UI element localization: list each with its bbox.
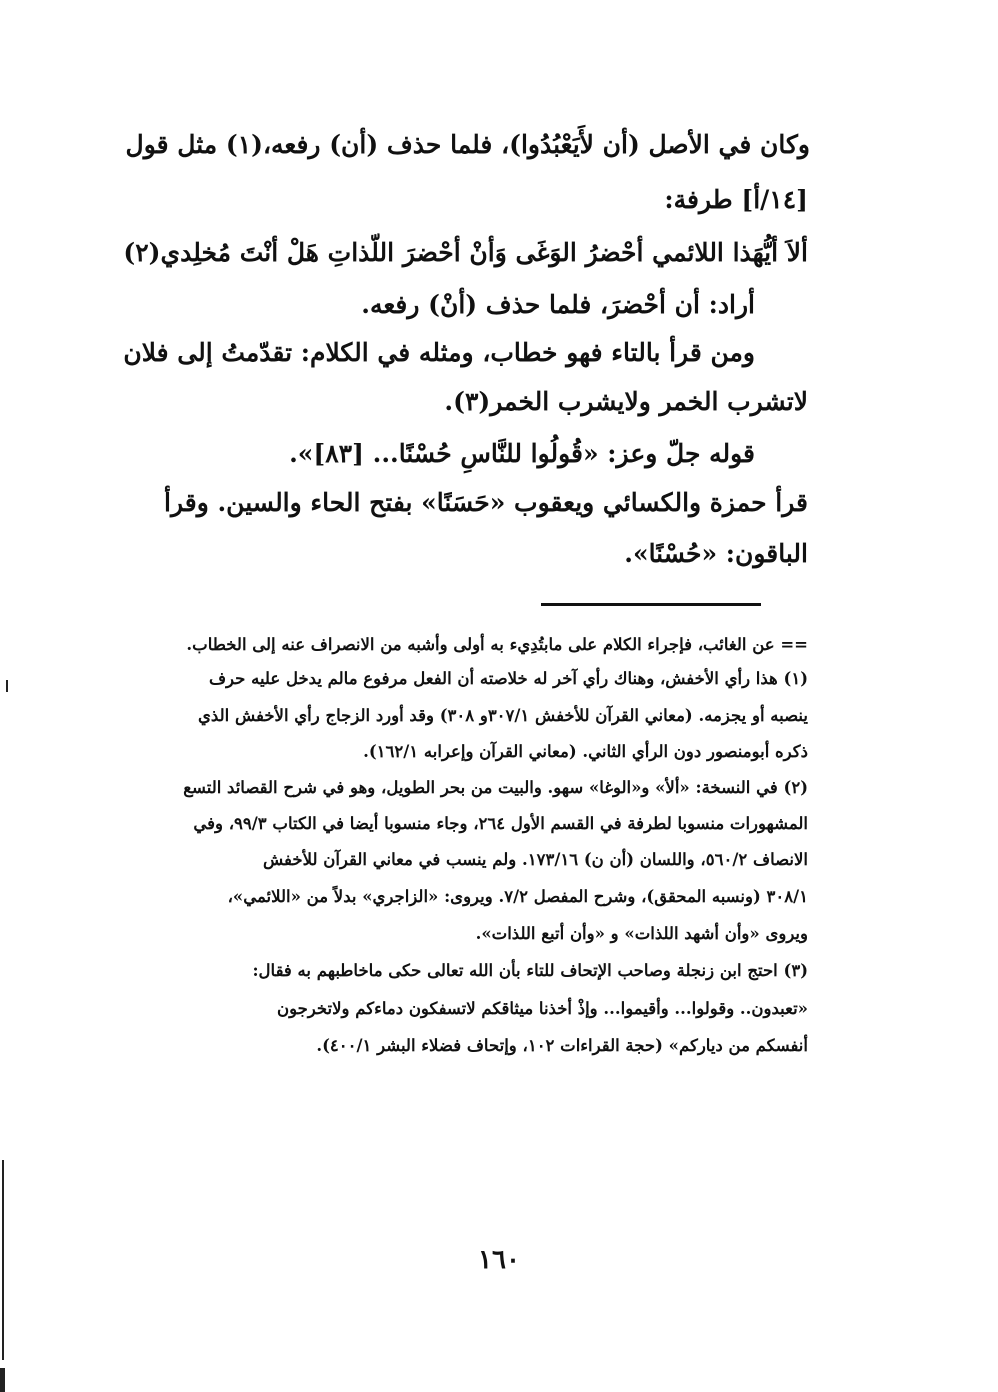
footnote-separator (541, 603, 761, 606)
footnote-line-6: المشهورات منسوبا لطرفة في القسم الأول ٢٦٤، وجاء منسوبا أيضا في الكتاب ٩٩/٣، وفي (193, 814, 808, 833)
main-text-line-9: الباقون: «حُسْنًا». (624, 539, 808, 568)
footnote-line-2: (١) هذا رأي الأخفش، وهناك رأي آخر له خلاصته أن الفعل مرفوع مالم يدخل عليه حرف (208, 669, 808, 688)
main-text-line-2: [١٤/أ] طرفة: (664, 185, 808, 214)
footnote-line-8: ٣٠٨/١ (ونسبه المحقق)، وشرح المفصل ٧/٢. ويروى: «الزاجري» بدلاً من «اللائمي»، (227, 887, 808, 906)
footnote-line-10: (٣) احتج ابن زنجلة وصاحب الإتحاف للتاء بأن الله تعالى حكى ماخاطبهم به فقال: (252, 961, 808, 980)
scan-edge-mark (2, 1160, 4, 1360)
scan-edge-mark (0, 1368, 5, 1392)
main-text-line-5: ومن قرأ بالتاء فهو خطاب، ومثله في الكلام: تقدّمتُ إلى فلان (123, 338, 755, 367)
main-text-line-1: وكان في الأصل (أن لأَيَعْبُدُوا)، فلما حذف (أن) رفعه،(١) مثل قول (125, 130, 810, 159)
scan-edge-mark (6, 680, 8, 692)
footnote-line-11: «تعبدون.. وقولوا... وأقيموا... وإذْ أخذنا ميثاقكم لاتسفكون دماءكم ولاتخرجون (276, 999, 808, 1018)
footnote-line-3: ينصبه أو يجزمه. (معاني القرآن للأخفش ٣٠٧/١و ٣٠٨) وقد أورد الزجاج رأي الأخفش الذي (198, 706, 808, 725)
footnote-line-1: == عن الغائب، فإجراء الكلام على مابتُدِيء به أولى وأشبه من الانصراف عنه إلى الخطاب. (186, 635, 808, 654)
verse-line: ألاَ أيُّهَذا اللائمي أحْضرُ الوَغَى وَأنْ أحْضرَ اللّذاتِ هَلْ أنْتَ مُخلِدي(٢) (123, 238, 808, 267)
main-text-line-4: أراد: أن أحْضرَ، فلما حذف (أنْ) رفعه. (361, 290, 755, 319)
footnote-line-4: ذكره أبومنصور دون الرأي الثاني. (معاني القرآن وإعرابه ١٦٢/١). (363, 742, 808, 761)
main-text-line-6: لاتشرب الخمر ولايشرب الخمر(٣). (444, 387, 808, 416)
quran-verse-line: قوله جلّ وعز: «قُولُوا للنَّاسِ حُسْنًا... [٨٣]». (289, 439, 755, 468)
footnote-line-7: الانصاف ٥٦٠/٢، واللسان (أن ن) ١٧٣/١٦. ولم ينسب في معاني القرآن للأخفش (263, 850, 808, 869)
footnote-line-9: ويروى «وأن أشهد اللذات» و «وأن أتبع اللذات». (475, 924, 808, 943)
page-number: ١٦٠ (478, 1245, 520, 1275)
main-text-line-8: قرأ حمزة والكسائي ويعقوب «حَسَنًا» بفتح الحاء والسين. وقرأ (164, 488, 808, 517)
footnote-line-12: أنفسكم من دياركم» (حجة القراءات ١٠٢، وإتحاف فضلاء البشر ٤٠٠/١). (316, 1036, 808, 1055)
footnote-line-5: (٢) في النسخة: «ألأ» و«الوغا» سهو. والبيت من بحر الطويل، وهو في شرح القصائد التسع (183, 778, 808, 797)
